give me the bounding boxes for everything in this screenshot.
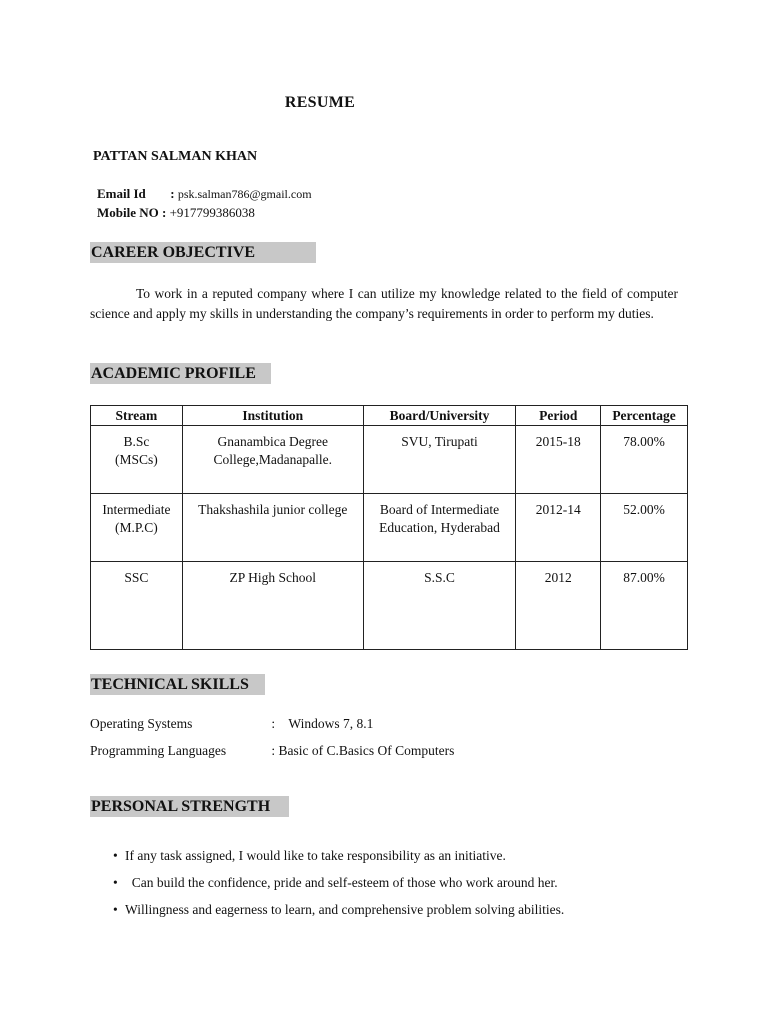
personal-strength-heading: PERSONAL STRENGTH [90,796,289,817]
cell-line: (M.P.C) [115,520,158,535]
table-row [91,426,688,494]
mobile-row [97,205,255,221]
column-header-stream: Stream [91,406,183,426]
cell-line: SVU, Tirupati [401,434,478,449]
cell-line: Gnanambica Degree [217,434,329,449]
cell-period: 2012 [516,562,601,650]
table-row [91,494,688,562]
cell-board: S.S.C [363,562,516,650]
cell-stream [91,494,183,562]
cell-line: Board of Intermediate [379,502,500,517]
skill-value: Windows 7, 8.1 [288,716,374,731]
bullet-icon: • [113,848,118,863]
skill-value: Basic of C.Basics Of Computers [278,743,455,758]
cell-line: Education, Hyderabad [379,520,500,535]
list-item [113,899,564,926]
candidate-name: PATTAN SALMAN KHAN [93,149,258,164]
cell-stream: SSC [91,562,183,650]
page-title: RESUME [284,94,356,111]
cell-institution [182,426,363,494]
list-item-text: Willingness and eagerness to learn, and comprehensive problem solving abilities. [125,902,565,917]
cell-line: Thakshashila junior college [198,502,348,517]
bullet-icon: • [113,875,118,890]
cell-percentage: 52.00% [601,494,688,562]
cell-board [363,426,516,494]
skill-row-programming [90,743,454,759]
career-objective-text: To work in a reputed company where I can utilize my knowledge related to the field of computer science and apply my skills in understanding the company’s requirements in order to perform my duties. [90,286,678,321]
email-value: psk.salman786@gmail.com [177,187,312,201]
cell-percentage: 87.00% [601,562,688,650]
mobile-label: Mobile NO : [97,205,167,220]
cell-line: B.Sc [123,434,150,449]
cell-board [363,494,516,562]
cell-period: 2012-14 [516,494,601,562]
table-row [91,562,688,650]
bullet-icon: • [113,902,118,917]
cell-line: (MSCs) [115,452,158,467]
column-header-period: Period [516,406,601,426]
skill-label: Operating Systems [90,716,193,731]
skill-row-os [90,716,373,732]
cell-institution [182,494,363,562]
list-item-text: If any task assigned, I would like to take responsibility as an initiative. [125,848,506,863]
column-header-institution: Institution [182,406,363,426]
skill-separator: : [271,743,276,758]
list-item [113,845,564,872]
skill-separator: : [271,716,276,731]
career-objective-heading: CAREER OBJECTIVE [90,242,316,263]
list-item [113,872,564,899]
academic-profile-heading: ACADEMIC PROFILE [90,363,271,384]
cell-line: Intermediate [102,502,171,517]
email-label: Email Id [97,186,146,201]
mobile-value: +917799386038 [169,205,255,220]
academic-table [90,405,688,650]
list-item-text: Can build the confidence, pride and self-esteem of those who work around her. [131,875,558,890]
cell-period: 2015-18 [516,426,601,494]
cell-line: College,Madanapalle. [213,452,332,467]
column-header-percentage: Percentage [601,406,688,426]
strength-list [113,845,564,926]
email-row [97,186,312,202]
table-header-row [91,406,688,426]
column-header-board: Board/University [363,406,516,426]
skill-label: Programming Languages [90,743,227,758]
email-separator: : [170,186,175,201]
cell-percentage: 78.00% [601,426,688,494]
cell-institution: ZP High School [182,562,363,650]
cell-stream [91,426,183,494]
technical-skills-heading: TECHNICAL SKILLS [90,674,265,695]
